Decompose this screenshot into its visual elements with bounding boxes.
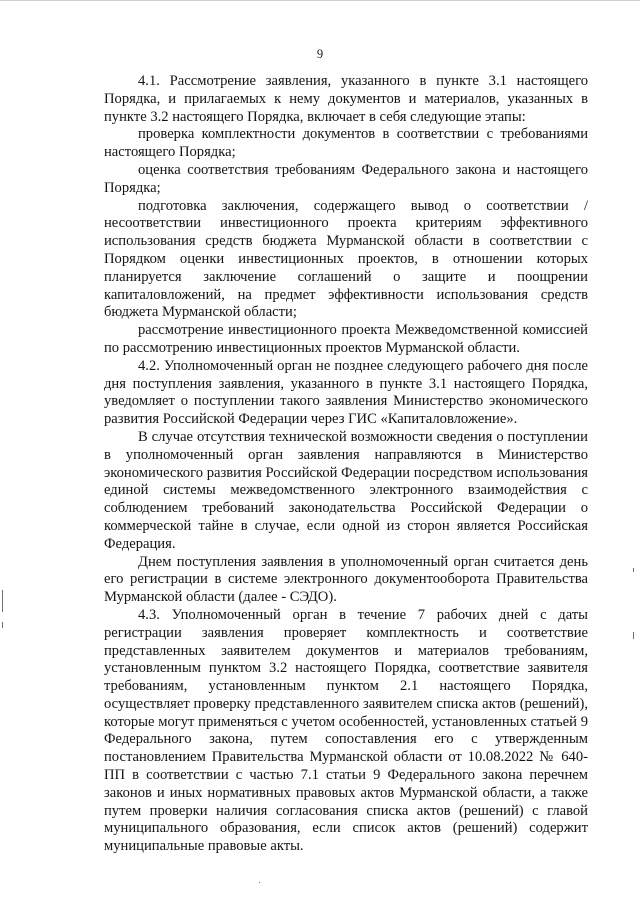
scan-top-edge: [0, 0, 640, 1]
scan-artifact-right-small: [633, 632, 634, 639]
paragraph-4-2: 4.2. Уполномоченный орган не позднее следующего рабочего дня после дня поступления заявления, указанного в пункте 3.1 настоящего Порядка, уведомляет о поступлении такого заявления Министерство экономического развития Российской Федерации через ГИС «Капиталовложение».: [104, 357, 588, 428]
scan-artifact-right: [633, 568, 634, 572]
scan-artifact-left-small: [2, 622, 3, 628]
document-body: [104, 73, 588, 856]
paragraph-commission-review: рассмотрение инвестиционного проекта Межведомственной комиссией по рассмотрению инвестиционных проектов Мурманской области.: [104, 322, 588, 356]
paragraph-conclusion-preparation: подготовка заключения, содержащего вывод о соответствии / несоответствии инвестиционного проекта критериям эффективного использования средств бюджета Мурманской области в соответствии с Порядком оценки инвестиционных проектов, в отношении которых планируется заключение соглашений о защите и поощрении капиталовложений, на предмет эффективности использования средств бюджета Мурманской области;: [104, 197, 588, 321]
paragraph-receipt-date: Днем поступления заявления в уполномоченный орган считается день его регистрации в системе электронного документооборота Правительства Мурманской области (далее - СЭДО).: [104, 553, 588, 606]
scan-artifact-left: [2, 590, 3, 612]
paragraph-completeness-check: проверка комплектности документов в соответствии с требованиями настоящего Порядка;: [104, 126, 588, 161]
paragraph-technical-impossibility: В случае отсутствия технической возможности сведения о поступлении в уполномоченный орган заявления направляются в Министерство экономического развития Российской Федерации посредством использования единой системы межведомственного электронного взаимодействия с соблюдением требований законодательства Российской Федерации о коммерческой тайне в случае, если одной из сторон является Российская Федерация.: [104, 428, 588, 552]
paragraph-4-1: 4.1. Рассмотрение заявления, указанного в пункте 3.1 настоящего Порядка, и прилагаемых к нему документов и материалов, указанных в пункте 3.2 настоящего Порядка, включает в себя следующие этапы:: [104, 73, 588, 125]
page-number: 9: [316, 47, 324, 61]
paragraph-compliance-assessment: оценка соответствия требованиям Федерального закона и настоящего Порядка;: [104, 161, 588, 196]
paragraph-4-3: 4.3. Уполномоченный орган в течение 7 рабочих дней с даты регистрации заявления проверяет комплектность и соответствие представленных заявителем документов и материалов требованиям, установленным пунктом 3.2 настоящего Порядка, соответствие заявителя требованиям, установленным пунктом 2.1 настоящего Порядка, осуществляет проверку представленного заявителем списка актов (решений), которые могут применяться с учетом особенностей, установленных статьей 9 Федерального закона, путем сопоставления его с утвержденным постановлением Правительства Мурманской области от 10.08.2022 № 640-ПП в соответствии с частью 7.1 статьи 9 Федерального закона перечнем законов и иных нормативных правовых актов Мурманской области, а также путем проверки наличия согласования списка актов (решений) с главой муниципального образования, если список актов (решений) содержит муниципальные правовые акты.: [104, 606, 588, 855]
scan-artifact-bottom: [259, 882, 260, 883]
